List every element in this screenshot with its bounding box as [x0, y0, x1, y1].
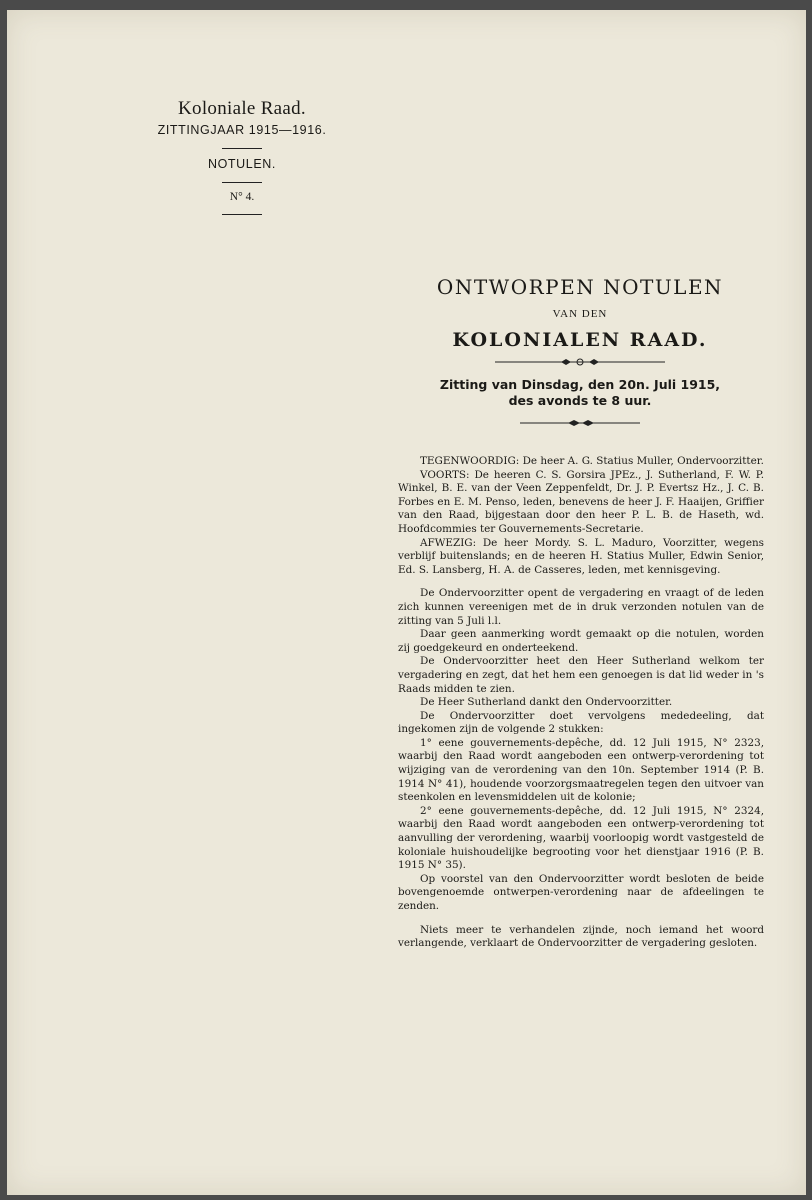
minutes-body	[398, 455, 764, 951]
paragraph-present: TEGENWOORDIG: De heer A. G. Statius Muller, Ondervoorzitter.	[420, 455, 764, 467]
paragraph-closing: Niets meer te verhandelen zijnde, noch iemand het woord verlangende, verklaart de Ondervoorzitter de vergadering gesloten.	[398, 923, 764, 950]
paragraph: De Ondervoorzitter doet vervolgens mededeeling, dat ingekomen zijn de volgende 2 stukken:	[398, 709, 764, 736]
session-year: ZITTINGJAAR 1915—1916.	[157, 123, 327, 137]
session-date-line-2: des avonds te 8 uur.	[508, 393, 652, 408]
divider	[222, 148, 262, 149]
title-line-2: VAN DEN	[552, 308, 608, 320]
paragraph-also-present: VOORTS: De heeren C. S. Gorsira JPEz., J. Sutherland, F. W. P. Winkel, B. E. van der Veen Zeppenfeldt, Dr. J. P. Evertsz Hz., J. C. B. Forbes en E. M. Penso, leden, benevens de heer J. F. Haaijen, Griffier van den Raad, bijgestaan door den heer P. L. B. de Haseth, wd. Hoofdcommies ter Gouvernements-Secretarie.	[398, 468, 764, 535]
paragraph-absent: AFWEZIG: De heer Mordy. S. L. Maduro, Voorzitter, wegens verblijf buitenslands; en de heeren H. Statius Muller, Edwin Senior, Ed. S. Lansberg, H. A. de Casseres, leden, met kennisgeving.	[398, 536, 764, 576]
document-number: N° 4.	[229, 191, 255, 203]
session-header	[117, 98, 367, 226]
title-block	[396, 275, 764, 428]
paragraph: De Ondervoorzitter heet den Heer Sutherland welkom ter vergadering en zegt, dat het hem een genoegen is dat lid weder in 's Raads midden te zien.	[398, 655, 764, 695]
paragraph: Daar geen aanmerking wordt gemaakt op die notulen, worden zij goedgekeurd en onderteekend.	[398, 628, 764, 654]
paragraph: De Heer Sutherland dankt den Ondervoorzitter.	[420, 696, 673, 709]
session-date-line-1: Zitting van Dinsdag, den 20n. Juli 1915,	[439, 377, 721, 392]
paragraph: Op voorstel van den Ondervoorzitter wordt besloten de beide bovengenoemde ontwerpen-verordening naar de afdeelingen te zenden.	[398, 872, 764, 912]
ornament-rule-small	[520, 418, 640, 428]
notulen-label: NOTULEN.	[207, 157, 276, 171]
council-title: Koloniale Raad.	[178, 98, 306, 119]
session-date	[396, 377, 764, 409]
ornament-rule	[495, 357, 665, 367]
divider	[222, 182, 262, 183]
paragraph-item-1: 1° eene gouvernements-depêche, dd. 12 Juli 1915, N° 2323, waarbij den Raad wordt aangeboden een ontwerp-verordening tot wijziging van de verordening van den 10n. September 1914 (P. B. 1914 N° 41), houdende voorzorgsmaatregelen tegen den uitvoer van steenkolen en levensmiddelen uit de kolonie;	[398, 736, 764, 804]
divider	[222, 214, 262, 215]
paragraph-item-2: 2° eene gouvernements-depêche, dd. 12 Juli 1915, N° 2324, waarbij den Raad wordt aangeboden een ontwerp-verordening tot aanvulling der verordening, waarbij voorloopig wordt vastgesteld de koloniale huishoudelijke begrooting voor het dienstjaar 1916 (P. B. 1915 N° 35).	[398, 804, 764, 872]
title-line-3: KOLONIALEN RAAD.	[452, 329, 708, 351]
title-line-1: ONTWORPEN NOTULEN	[436, 275, 724, 299]
paragraph: De Ondervoorzitter opent de vergadering en vraagt of de leden zich kunnen vereenigen met de in druk verzonden notulen van de zitting van 5 Juli l.l.	[398, 587, 764, 627]
